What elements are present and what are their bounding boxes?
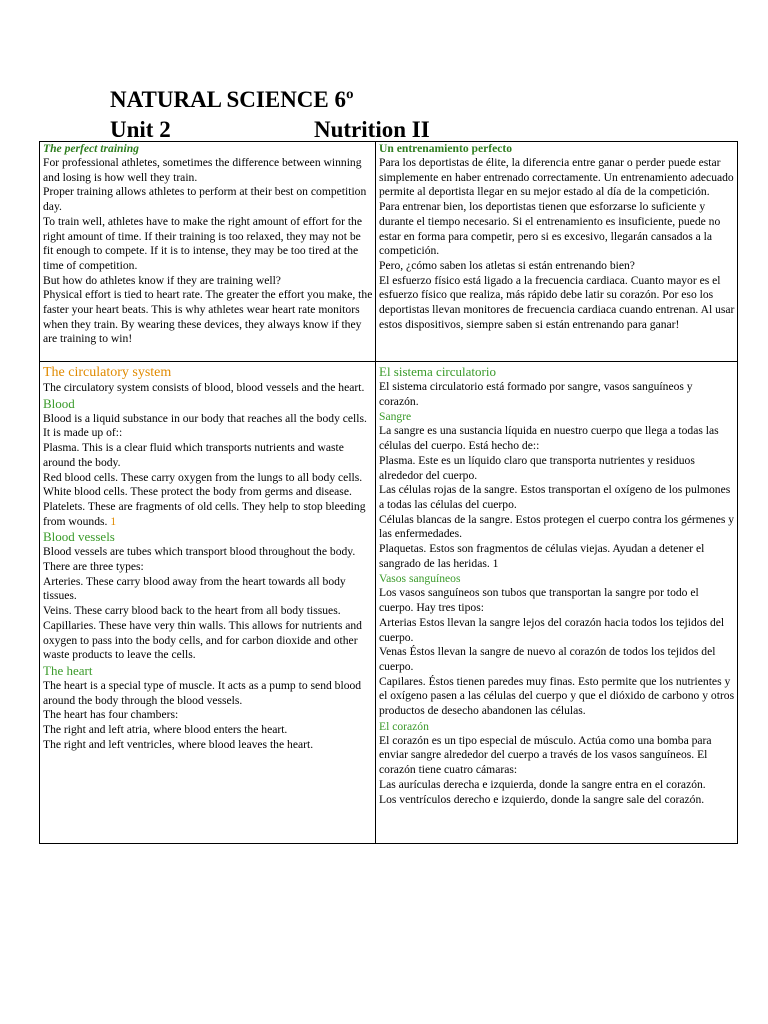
training-row	[40, 142, 738, 362]
blood-heading-es: Sangre	[379, 410, 412, 424]
paragraph: Venas Éstos llevan la sangre de nuevo al corazón de todos los tejidos del cuerpo.	[379, 645, 716, 673]
paragraph: Las células rojas de la sangre. Estos transportan el oxígeno de los pulmones a todas las células del cuerpo.	[379, 483, 731, 511]
paragraph: White blood cells. These protect the body from germs and disease.	[43, 485, 352, 499]
paragraph: Los ventrículos derecho e izquierdo, donde la sangre sale del corazón.	[379, 792, 705, 806]
paragraph: El esfuerzo físico está ligado a la frecuencia cardiaca. Cuanto mayor es el esfuerzo físico que realiza, más rápido debe latir su corazón. Por eso los deportistas llevan monitores de frecuencia cardiaca cuando entrenan. Al usar estos dispositivos, siempre saben si están entrenando para ganar!	[379, 273, 735, 331]
vessels-heading-en: Blood vessels	[43, 529, 115, 545]
paragraph: El sistema circulatorio está formado por sangre, vasos sanguíneos y corazón.	[379, 380, 693, 408]
paragraph: The heart has four chambers:	[43, 708, 179, 722]
paragraph: The heart is a special type of muscle. It acts as a pump to send blood around the body through the blood vessels.	[43, 678, 362, 707]
paragraph: Los vasos sanguíneos son tubos que transportan la sangre por todo el cuerpo. Hay tres tipos:	[379, 586, 699, 615]
paragraph: Pero, ¿cómo saben los atletas si están entrenando bien?	[379, 258, 635, 272]
paragraph: Plasma. Este es un líquido claro que transporta nutrientes y residuos alrededor del cuerpo.	[379, 453, 695, 482]
paragraph: Para los deportistas de élite, la diferencia entre ganar o perder puede estar simplemente en haber entrenado correctamente. Un entrenamiento adecuado permite al deportista llegar en su mejor estado al día de la competición.	[379, 156, 734, 199]
paragraph: Capillaries. These have very thin walls. This allows for nutrients and oxygen to pass into the body cells, and for carbon dioxide and other waste products to leave the cells.	[43, 618, 362, 662]
paragraph: Veins. These carry blood back to the heart from all body tissues.	[43, 604, 341, 618]
paragraph: But how do athletes know if they are training well?	[43, 273, 281, 287]
paragraph: Para entrenar bien, los deportistas tienen que esforzarse lo suficiente y durante el tiempo necesario. Si el entrenamiento es insuficiente, puede no estar en forma para competir, pero si es excesivo, llegarán cansados a la competición.	[379, 200, 721, 258]
paragraph: Capilares. Éstos tienen paredes muy finas. Esto permite que los nutrientes y el oxígeno pasen a las células del cuerpo y que el dióxido de carbono y otros productos de desecho abandonen las células.	[379, 674, 735, 718]
circulatory-spanish-cell	[376, 362, 738, 844]
paragraph: Blood is a liquid substance in our body that reaches all the body cells. It is made up of::	[43, 411, 367, 440]
unit-topic: Nutrition II	[314, 117, 430, 142]
footnote-ref: 1	[110, 514, 117, 528]
unit-label: Unit 2	[110, 117, 171, 142]
unit-line	[110, 117, 430, 143]
circulatory-english-cell	[40, 362, 376, 844]
paragraph: Blood vessels are tubes which transport blood throughout the body. There are three types:	[43, 545, 356, 574]
paragraph: Proper training allows athletes to perform at their best on competition day.	[43, 185, 367, 214]
blood-heading-en: Blood	[43, 395, 75, 411]
circulatory-heading-es: El sistema circulatorio	[379, 364, 496, 379]
paragraph	[43, 500, 373, 529]
heart-heading-en: The heart	[43, 662, 93, 678]
bilingual-table	[39, 141, 738, 844]
paragraph: Células blancas de la sangre. Estos protegen el cuerpo contra los gérmenes y las enfermedades.	[379, 512, 735, 541]
document-title: NATURAL SCIENCE 6º	[110, 87, 354, 112]
paragraph: Physical effort is tied to heart rate. The greater the effort you make, the faster your heart beats. This is why athletes wear heart rate monitors when they train. By wearing these devices, they always know if they are training to win!	[43, 288, 373, 346]
paragraph: The circulatory system consists of blood, blood vessels and the heart.	[43, 381, 365, 394]
paragraph: Red blood cells. These carry oxygen from the lungs to all body cells.	[43, 470, 363, 484]
training-english-cell	[40, 142, 376, 362]
paragraph: The right and left ventricles, where blood leaves the heart.	[43, 737, 314, 751]
paragraph: Plasma. This is a clear fluid which transports nutrients and waste around the body.	[43, 441, 344, 469]
paragraph: For professional athletes, sometimes the difference between winning and losing is how well they train.	[43, 156, 362, 184]
paragraph: La sangre es una sustancia líquida en nuestro cuerpo que llega a todas las células del cuerpo. Está hecho de::	[379, 424, 719, 453]
platelets-text: Platelets. These are fragments of old cells. They help to stop bleeding from wounds.	[43, 499, 366, 528]
paragraph: El corazón es un tipo especial de músculo. Actúa como una bomba para enviar sangre alrededor del cuerpo a través de los vasos sanguíneos. El corazón tiene cuatro cámaras:	[379, 733, 712, 777]
circulatory-row	[40, 362, 738, 844]
paragraph: Plaquetas. Estos son fragmentos de células viejas. Ayudan a detener el sangrado de las heridas. 1	[379, 542, 705, 570]
paragraph: To train well, athletes have to make the right amount of effort for the right amount of time. If their training is too relaxed, they may not be fit enough to compete. If it is to intense, they may be too tired at the time of competition.	[43, 214, 362, 272]
paragraph: Arteries. These carry blood away from the heart towards all body tissues.	[43, 574, 346, 603]
vessels-heading-es: Vasos sanguíneos	[379, 572, 461, 586]
paragraph: Las aurículas derecha e izquierda, donde la sangre entra en el corazón.	[379, 777, 706, 791]
circulatory-heading-en: The circulatory system	[43, 365, 172, 380]
training-heading-es: Un entrenamiento perfecto	[379, 142, 513, 155]
paragraph: Arterias Estos llevan la sangre lejos del corazón hacia todos los tejidos del cuerpo.	[379, 615, 725, 644]
training-spanish-cell	[376, 142, 738, 362]
paragraph: The right and left atria, where blood enters the heart.	[43, 723, 288, 737]
training-heading-en: The perfect training	[43, 142, 139, 155]
heart-heading-es: El corazón	[379, 719, 429, 733]
